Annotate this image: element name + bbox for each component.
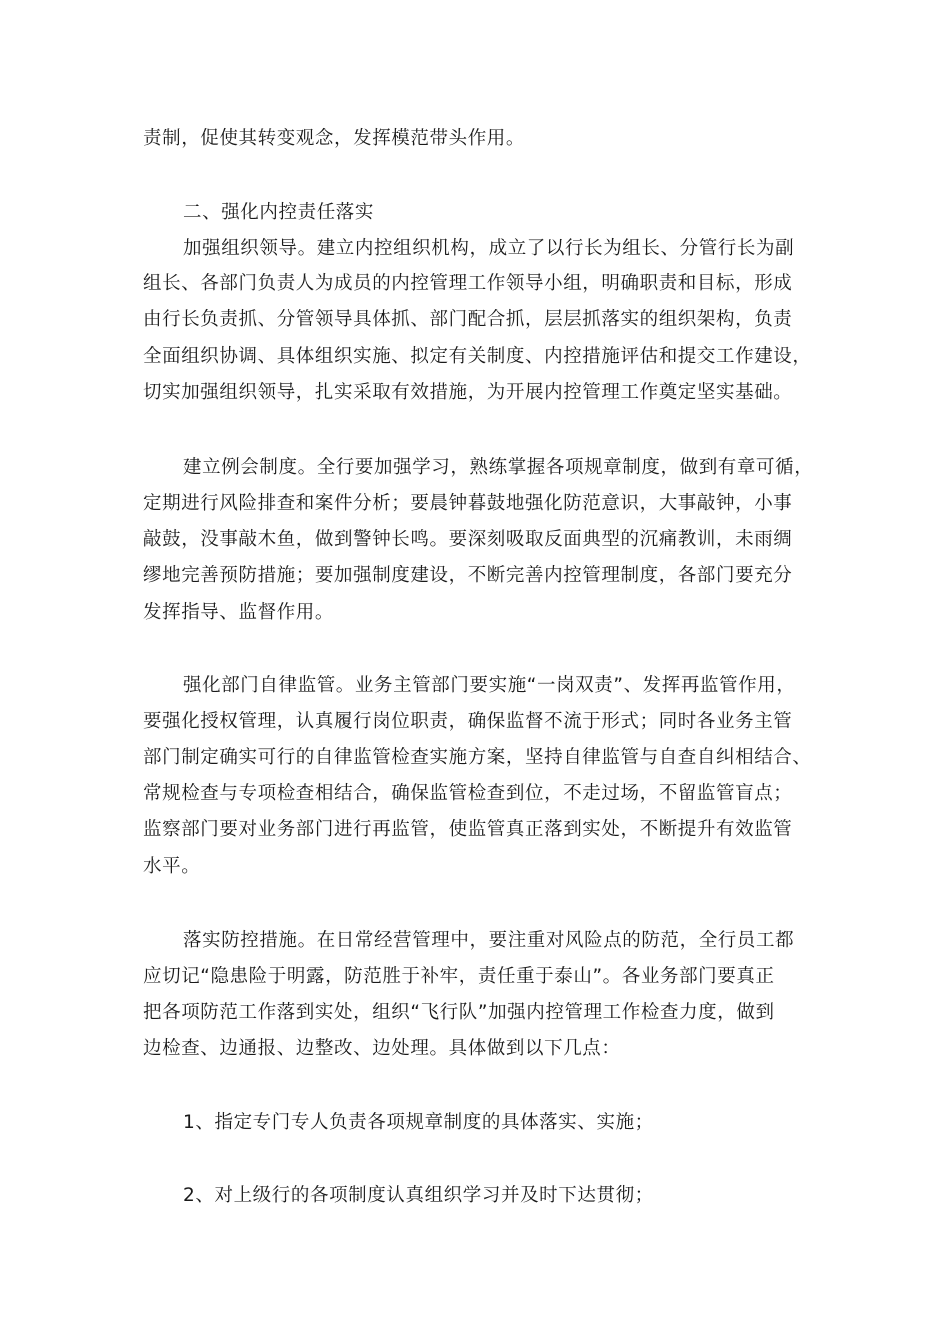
- paragraph-line: 落实防控措施。在日常经营管理中，要注重对风险点的防范，全行员工都: [183, 930, 795, 951]
- paragraph-line: 加强组织领导。建立内控组织机构，成立了以行长为组长、分管行长为副: [183, 238, 795, 259]
- paragraph-line: 要强化授权管理，认真履行岗位职责，确保监督不流于形式；同时各业务主管: [143, 711, 793, 732]
- list-item: 2、对上级行的各项制度认真组织学习并及时下达贯彻；: [183, 1185, 654, 1206]
- paragraph-line: 全面组织协调、具体组织实施、拟定有关制度、内控措施评估和提交工作建设，: [143, 346, 812, 367]
- paragraph-line: 责制，促使其转变观念，发挥模范带头作用。: [143, 128, 526, 149]
- paragraph-line: 水平。: [143, 856, 201, 877]
- list-item: 1、指定专门专人负责各项规章制度的具体落实、实施；: [183, 1112, 654, 1133]
- paragraph-line: 组长、各部门负责人为成员的内控管理工作领导小组，明确职责和目标，形成: [143, 273, 793, 294]
- paragraph-line: 发挥指导、监督作用。: [143, 602, 335, 623]
- paragraph-line: 常规检查与专项检查相结合，确保监管检查到位，不走过场，不留监管盲点；: [143, 783, 793, 804]
- paragraph-line: 应切记“隐患险于明露，防范胜于补牢，责任重于泰山”。各业务部门要真正: [143, 966, 775, 987]
- paragraph-line: 监察部门要对业务部门进行再监管，使监管真正落到实处，不断提升有效监管: [143, 819, 793, 840]
- paragraph-line: 部门制定确实可行的自律监管检查实施方案，坚持自律监管与自查自纠相结合、: [143, 747, 812, 768]
- paragraph-line: 切实加强组织领导，扎实采取有效措施，为开展内控管理工作奠定坚实基础。: [143, 382, 793, 403]
- paragraph-line: 边检查、边通报、边整改、边处理。具体做到以下几点：: [143, 1038, 621, 1059]
- paragraph-line: 缪地完善预防措施；要加强制度建设，不断完善内控管理制度，各部门要充分: [143, 565, 793, 586]
- section-heading: 二、强化内控责任落实: [183, 202, 375, 223]
- paragraph-line: 定期进行风险排查和案件分析；要晨钟暮鼓地强化防范意识，大事敲钟，小事: [143, 493, 793, 514]
- paragraph-line: 由行长负责抓、分管领导具体抓、部门配合抓，层层抓落实的组织架构，负责: [143, 309, 793, 330]
- paragraph-line: 建立例会制度。全行要加强学习，熟练掌握各项规章制度，做到有章可循，: [183, 457, 814, 478]
- paragraph-line: 把各项防范工作落到实处，组织“飞行队”加强内控管理工作检查力度，做到: [143, 1002, 775, 1023]
- paragraph-line: 强化部门自律监管。业务主管部门要实施“一岗双责”、发挥再监管作用，: [183, 675, 796, 696]
- paragraph-line: 敲鼓，没事敲木鱼，做到警钟长鸣。要深刻吸取反面典型的沉痛教训，未雨绸: [143, 529, 793, 550]
